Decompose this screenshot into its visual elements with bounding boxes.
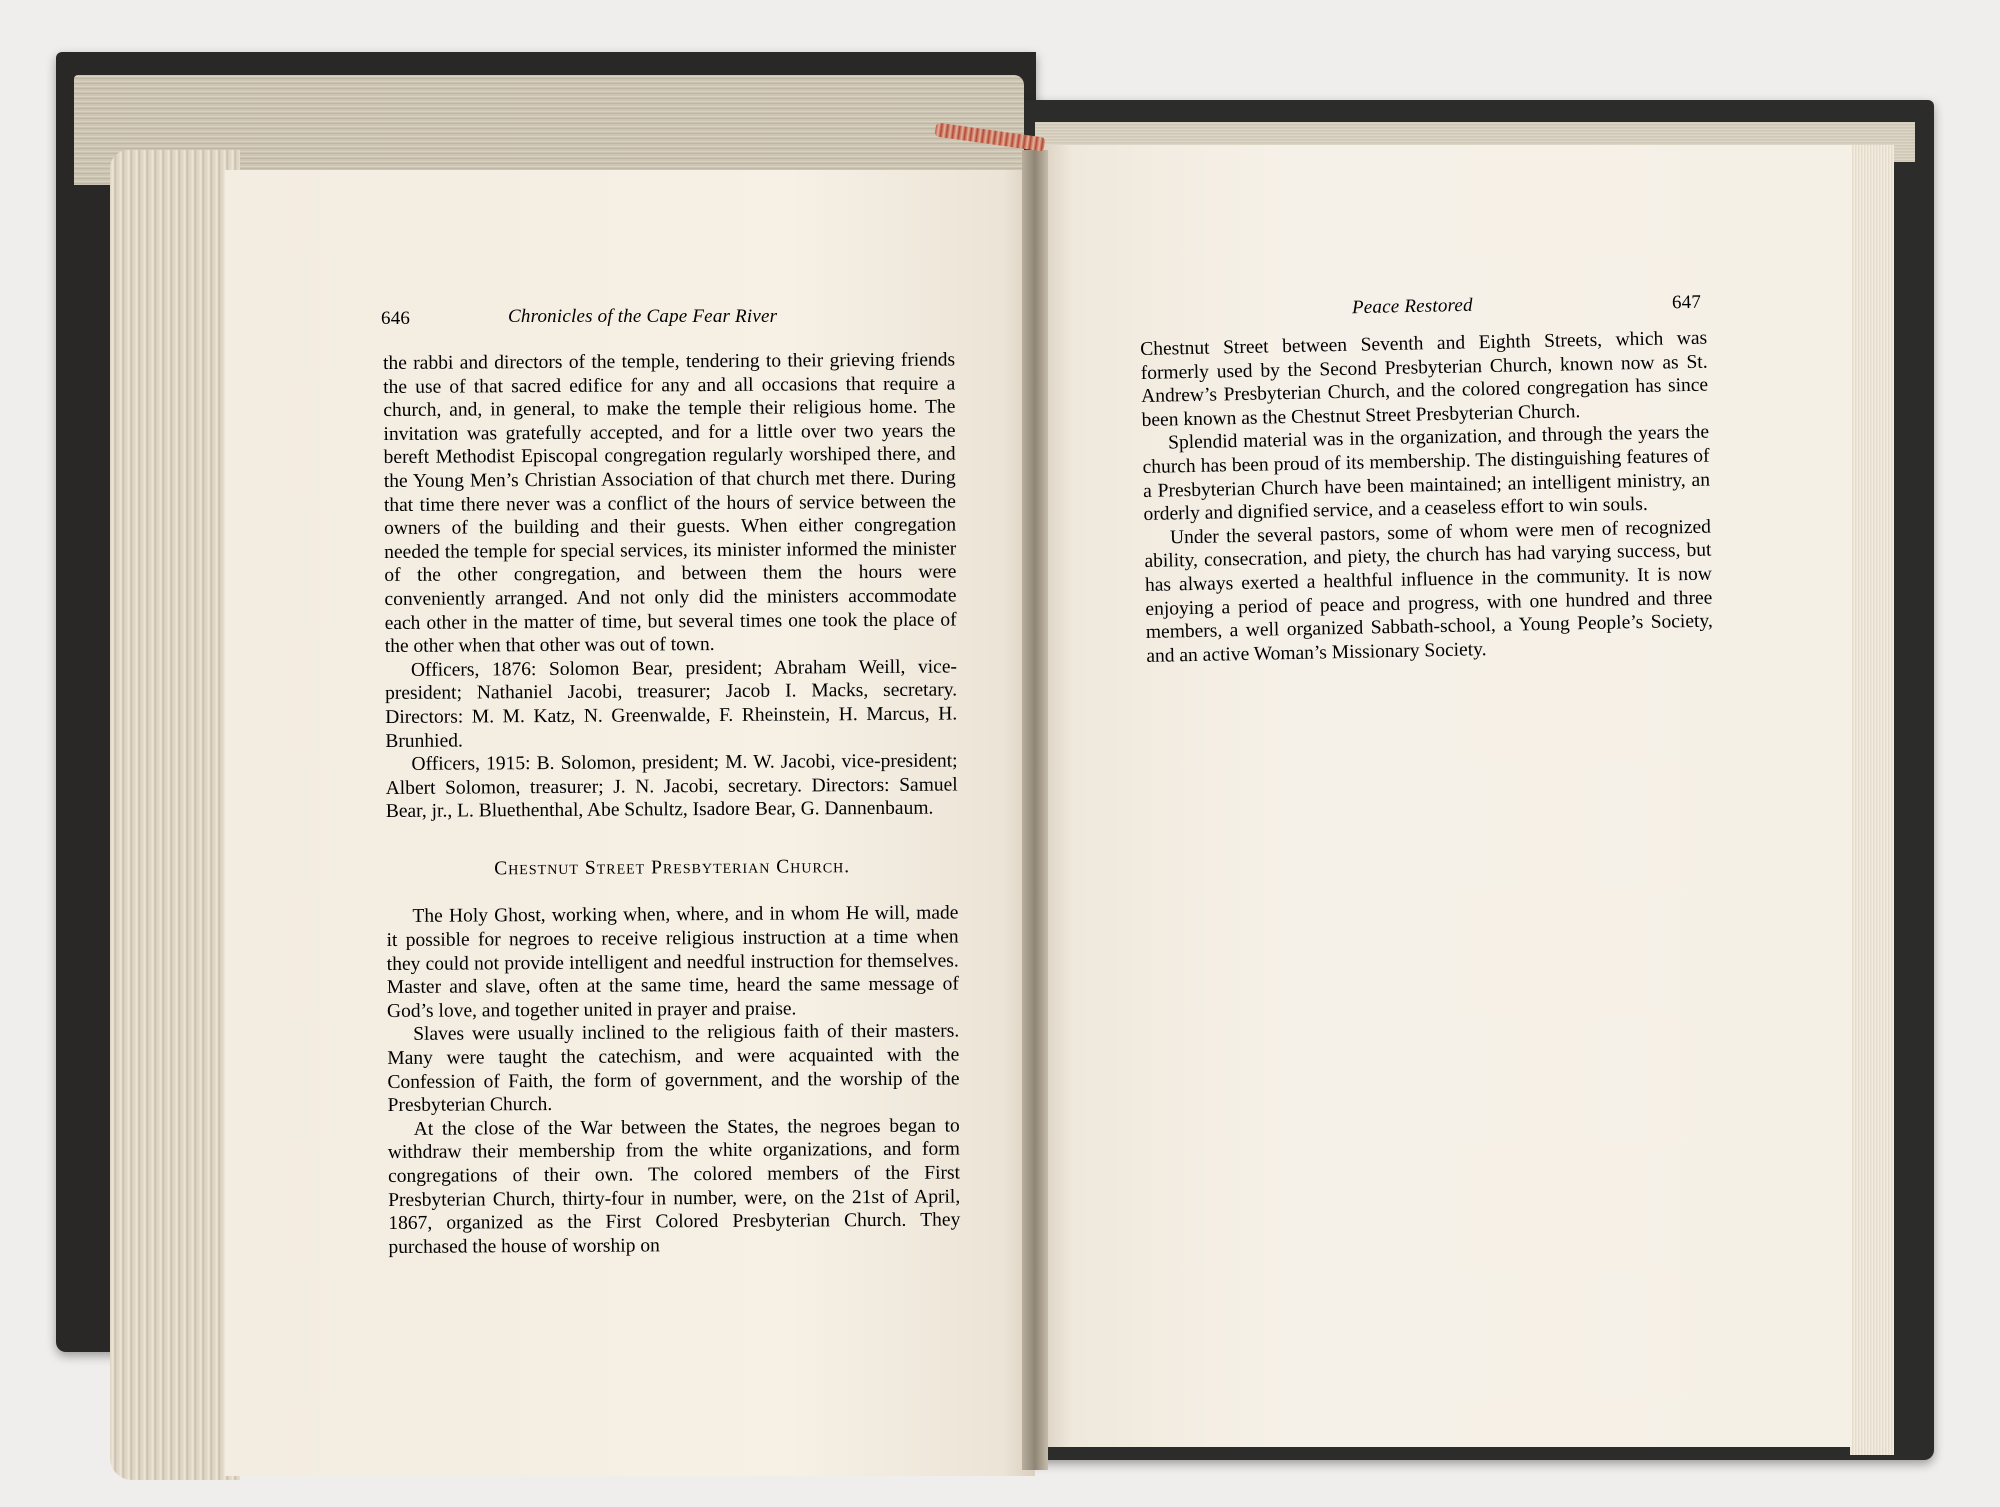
page-fore-edge-left (110, 150, 240, 1480)
page-fore-edge-right (1850, 145, 1894, 1455)
book-gutter (1022, 150, 1048, 1470)
paragraph: Slaves were usually inclined to the religious faith of their masters. Many were taught the catechism, and were acquainted with the Confession of Faith, the form of government, and the worship of the Presbyterian Church. (387, 1020, 960, 1117)
paragraph: Officers, 1915: B. Solomon, president; M. W. Jacobi, vice-president; Albert Solomon, treasurer; J. N. Jacobi, secretary. Directors: Samuel Bear, jr., L. Bluethenthal, Abe Schultz, Isadore Bear, G. Dannenbaum. (385, 750, 958, 823)
paragraph: At the close of the War between the States, the negroes began to withdraw their membership from the white organizations, and form congregations of their own. The colored members of the First Presbyterian Church, thirty-four in number, were, on the 21st of April, 1867, organized as the First Colored Presbyterian Church. They purchased the house of worship on (387, 1115, 961, 1258)
paragraph: Officers, 1876: Solomon Bear, president; Abraham Weill, vice-president; Nathaniel Jacobi, treasurer; Jacob I. Macks, secretary. Directors: M. M. Katz, N. Greenwalde, F. Rheinstein, H. Marcus, H. Brunhied. (385, 656, 958, 752)
paragraph: Under the several pastors, some of whom were men of recognized ability, consecration, and piety, the church has had varying success, but has always exerted a healthful influence in the community. It is now enjoying a period of peace and progress, with one hundred and three members, a well organized Sabbath-school, a Young People’s Society, and an active Woman’s Missionary Society. (1144, 516, 1714, 667)
section-heading: Chestnut Street Presbyterian Church. (494, 856, 851, 880)
left-page-number: 646 (381, 308, 411, 329)
paragraph: Chestnut Street between Seventh and Eighth Streets, which was formerly used by the Second Presbyterian Church, known now as St. Andrew’s Presbyterian Church, and the colored congregation has since been known as the Chestnut Street Presbyterian Church. (1140, 327, 1709, 431)
left-running-title: Chronicles of the Cape Fear River (508, 306, 778, 327)
left-page-text (383, 349, 961, 1260)
paragraph: Splendid material was in the organization, and through the years the church has been proud of its membership. The distinguishing features of a Presbyterian Church have been maintained; an intelligent ministry, an orderly and dignified service, and a ceaseless effort to win souls. (1142, 421, 1711, 526)
paragraph: The Holy Ghost, working when, where, and in whom He will, made it possible for negroes to receive religious instruction at a time when they could not provide intelligent and needful instruction for themselves. Master and slave, often at the same time, heard the same message of God’s love, and together united in prayer and praise. (386, 902, 959, 1022)
right-running-title: Peace Restored (1351, 294, 1473, 319)
right-page-number: 647 (1671, 291, 1702, 314)
paragraph: the rabbi and directors of the temple, tendering to their grieving friends the use of that sacred edifice for any and all occasions that require a church, and, in general, to make the temple their religious home. The invitation was gratefully accepted, and for a little over two years the bereft Methodist Episcopal congregation regularly worshiped there, and the Young Men’s Christian Association of that church met there. During that time there never was a conflict of the hours of service between the owners of the building and their guests. When either congregation needed the temple for special services, its minister informed the minister of the other congregation, and between them the hours were conveniently arranged. And not only did the ministers accommodate each other in the matter of time, but several times one took the place of the other when that other was out of town. (383, 349, 957, 658)
right-page-text (1140, 327, 1714, 669)
